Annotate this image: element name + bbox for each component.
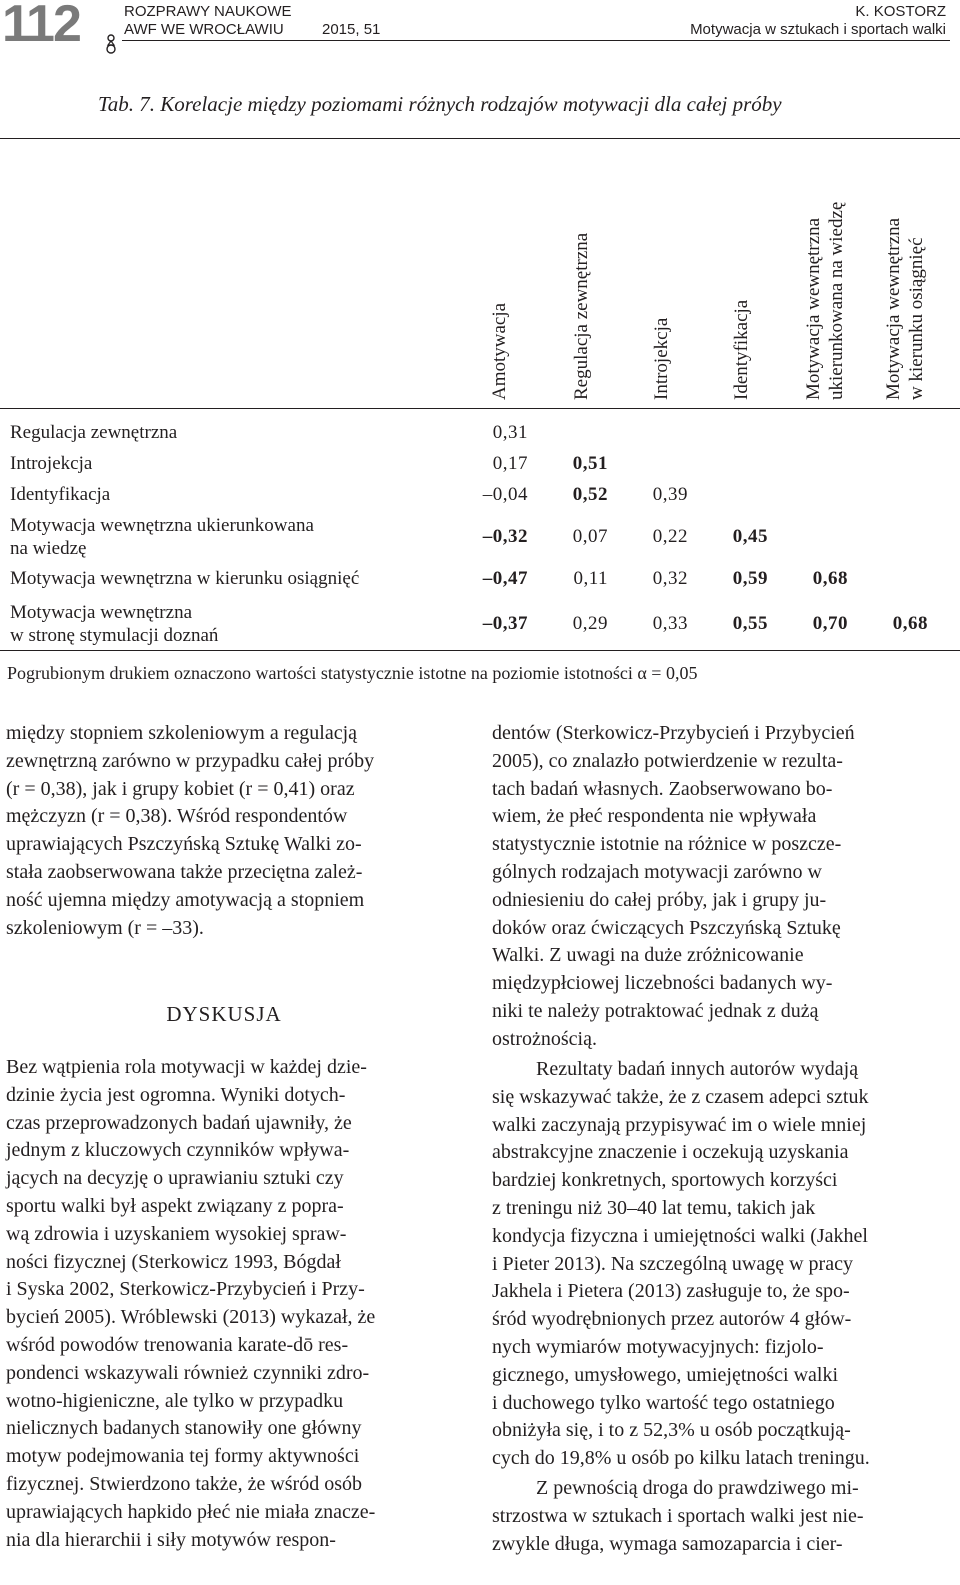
text-line: z treningu niż 30–40 lat temu, takich jak xyxy=(492,1196,816,1219)
row-label: Introjekcja xyxy=(10,453,93,474)
running-author: K. KOSTORZ xyxy=(855,3,946,20)
text-line: i duchowego tylko wartość tego ostatniego xyxy=(492,1391,835,1414)
text-line: abstrakcyjne znaczenie i oczekują uzyskania xyxy=(492,1141,849,1164)
table-cell: –0,32 xyxy=(482,526,528,547)
text-line: tach badań własnych. Zaobserwowano bo- xyxy=(492,777,833,800)
text-line: dzinie życia jest ogromna. Wyniki dotych- xyxy=(6,1083,346,1106)
text-line: doków oraz ćwiczących Pszczyńską Sztukę xyxy=(492,916,841,939)
text-line: ność ujemna między amotywacją a stopniem xyxy=(6,888,365,911)
table-bottom-rule xyxy=(0,650,960,651)
text-line: sportu walki był aspekt związany z popra- xyxy=(6,1194,344,1217)
table-cell: 0,52 xyxy=(572,484,608,505)
text-line: motyw podejmowania tej formy aktywności xyxy=(6,1445,360,1468)
left-column-paragraph-1 xyxy=(6,720,454,942)
text-line: strzostwa w sztukach i sportach walki jest nie- xyxy=(492,1504,864,1527)
text-line: gólnych rodzajach motywacji zarówno w xyxy=(492,860,822,883)
table-cell: 0,39 xyxy=(652,484,688,505)
table-cell: 0,59 xyxy=(732,568,768,589)
text-line: szkoleniowym (r = –33). xyxy=(6,916,204,939)
text-line: i Syska 2002, Sterkowicz-Przybycień i Przy- xyxy=(6,1278,365,1301)
column-header: Motywacja wewnętrzna w kierunku osiągnięć xyxy=(883,217,927,400)
table-cell: 0,32 xyxy=(652,568,688,589)
text-line: dentów (Sterkowicz-Przybycień i Przybycień xyxy=(492,722,855,744)
text-line: bardziej konkretnych, sportowych korzyści xyxy=(492,1169,838,1192)
text-line: stała zaobserwowana także przeciętna zależ- xyxy=(6,860,363,883)
text-line: uprawiających hapkido płeć nie miała znacze- xyxy=(6,1500,376,1523)
table-cell: 0,55 xyxy=(732,613,768,634)
text-line: Jakhela i Pietera (2013) zasługuje to, że spo- xyxy=(492,1280,850,1303)
table-cell: 0,68 xyxy=(812,568,848,589)
table-cell: 0,11 xyxy=(573,568,608,589)
text-line: nia dla hierarchii i siły motywów respon- xyxy=(6,1528,336,1551)
table-cell: 0,70 xyxy=(812,613,848,634)
right-column-paragraph-2 xyxy=(492,1056,945,1473)
text-line: wą zdrowia i uzyskaniem wysokiej spraw- xyxy=(6,1222,347,1245)
year-issue: 2015, 51 xyxy=(322,21,381,38)
row-label: Motywacja wewnętrzna ukierunkowana na wiedzę xyxy=(10,515,314,559)
table-cell: –0,37 xyxy=(482,613,528,634)
text-line: statystycznie istotnie na różnice w poszcze- xyxy=(492,833,842,856)
table-cell: 0,51 xyxy=(572,453,608,474)
left-column-paragraph-2 xyxy=(6,1054,454,1554)
table-cell: 0,29 xyxy=(572,613,608,634)
text-line: wiem, że płeć respondenta nie wpływała xyxy=(492,805,817,828)
text-line: nych wymiarów motywacyjnych: fizjolo- xyxy=(492,1335,824,1358)
text-line: Bez wątpienia rola motywacji w każdej dzie- xyxy=(6,1056,367,1078)
column-header: Regulacja zewnętrzna xyxy=(571,232,592,400)
section-heading-dyskusja: DYSKUSJA xyxy=(166,1002,282,1026)
journal-name-line1: ROZPRAWY NAUKOWE xyxy=(124,3,292,20)
table-cell: 0,07 xyxy=(572,526,608,547)
table-cell: 0,22 xyxy=(652,526,688,547)
text-line: mężczyzn (r = 0,38). Wśród respondentów xyxy=(6,805,348,828)
table-top-rule xyxy=(0,138,960,139)
text-line: walki zaczynają przypisywać im o wiele mniej xyxy=(492,1113,867,1136)
table-cell: 0,68 xyxy=(892,613,928,634)
text-line: się wskazywać także, że z czasem adepci sztuk xyxy=(492,1085,869,1108)
text-line: ności fizycznej (Sterkowicz 1993, Bógdał xyxy=(6,1250,341,1273)
text-line: gicznego, umysłowego, umiejętności walki xyxy=(492,1363,839,1386)
row-label: Identyfikacja xyxy=(10,484,111,505)
text-line: zwykle długa, wymaga samozaparcia i cier- xyxy=(492,1532,843,1555)
column-header: Identyfikacja xyxy=(731,299,752,400)
running-title: Motywacja w sztukach i sportach walki xyxy=(690,21,946,38)
text-line: cych do 19,8% u osób po kilku latach treningu. xyxy=(492,1447,870,1470)
text-line: pondenci wskazywali również czynniki zdro- xyxy=(6,1361,370,1384)
text-line: międzypłciowej liczebności badanych wy- xyxy=(492,972,833,995)
table-title: Tab. 7. Korelacje między poziomami różnych rodzajów motywacji dla całej próby xyxy=(98,92,782,116)
text-line: Rezultaty badań innych autorów wydają xyxy=(536,1058,859,1080)
table-note: Pogrubionym drukiem oznaczono wartości statystycznie istotne na poziomie istotności α = 0,05 xyxy=(7,663,698,683)
text-line: i Pieter 2013). Na szczególną uwagę w pracy xyxy=(492,1252,853,1275)
column-header: Amotywacja xyxy=(489,302,510,400)
text-line: jących na decyzję o uprawianiu sztuki czy xyxy=(6,1167,344,1190)
journal-name-line2: AWF WE WROCŁAWIU xyxy=(124,21,284,38)
text-line: uprawiających Pszczyńską Sztukę Walki zo- xyxy=(6,833,362,856)
row-label: Motywacja wewnętrzna w stronę stymulacji doznań xyxy=(10,602,219,646)
text-line: odniesieniu do całej próby, jak i grupy ju- xyxy=(492,888,827,911)
header-rule xyxy=(122,40,950,41)
header-bottom-rule xyxy=(0,408,960,409)
column-header: Introjekcja xyxy=(651,317,672,400)
text-line: nielicznych badanych stanowiły one główny xyxy=(6,1417,362,1440)
text-line: obniżyła się, i to z 52,3% u osób początkują- xyxy=(492,1419,851,1442)
text-line: kondycja fizyczna i umiejętności walki (Jakhel xyxy=(492,1224,868,1247)
table-cell: 0,33 xyxy=(652,613,688,634)
table-cell: 0,45 xyxy=(732,526,768,547)
text-line: niki te należy potraktować jednak z dużą xyxy=(492,999,819,1022)
journal-logo-icon xyxy=(104,34,118,54)
text-line: wśród powodów trenowania karate-dō res- xyxy=(6,1333,349,1356)
column-header: Motywacja wewnętrzna ukierunkowana na wiedzę xyxy=(803,201,847,400)
right-column-paragraph-1 xyxy=(492,720,945,1054)
text-line: (r = 0,38), jak i grupy kobiet (r = 0,41) oraz xyxy=(6,777,355,800)
text-line: 2005), co znalazło potwierdzenie w rezulta- xyxy=(492,749,843,772)
text-line: wotno-higieniczne, ale tylko w przypadku xyxy=(6,1389,344,1412)
page-number: 112 xyxy=(2,0,80,53)
text-line: bycień 2005). Wróblewski (2013) wykazał, że xyxy=(6,1306,376,1329)
table-cell: –0,47 xyxy=(482,568,528,589)
table-cell: –0,04 xyxy=(482,484,528,505)
text-line: ostrożnością. xyxy=(492,1027,597,1050)
right-column-paragraph-3 xyxy=(492,1475,945,1558)
text-line: śród wyodrębnionych przez autorów 4 głów- xyxy=(492,1308,852,1331)
row-label: Regulacja zewnętrzna xyxy=(10,422,178,443)
row-label: Motywacja wewnętrzna w kierunku osiągnięć xyxy=(10,568,360,589)
text-line: Walki. Z uwagi na duże zróżnicowanie xyxy=(492,944,804,967)
table-cell: 0,31 xyxy=(492,422,528,443)
table-cell: 0,17 xyxy=(492,453,528,474)
text-line: Z pewnością droga do prawdziwego mi- xyxy=(536,1477,859,1499)
text-line: fizycznej. Stwierdzono także, że wśród osób xyxy=(6,1472,362,1495)
text-line: jednym z kluczowych czynników wpływa- xyxy=(6,1139,350,1162)
text-line: zewnętrzną zarówno w przypadku całej próby xyxy=(6,749,375,772)
text-line: między stopniem szkoleniowym a regulacją xyxy=(6,722,358,744)
text-line: czas przeprowadzonych badań ujawniły, że xyxy=(6,1111,352,1134)
